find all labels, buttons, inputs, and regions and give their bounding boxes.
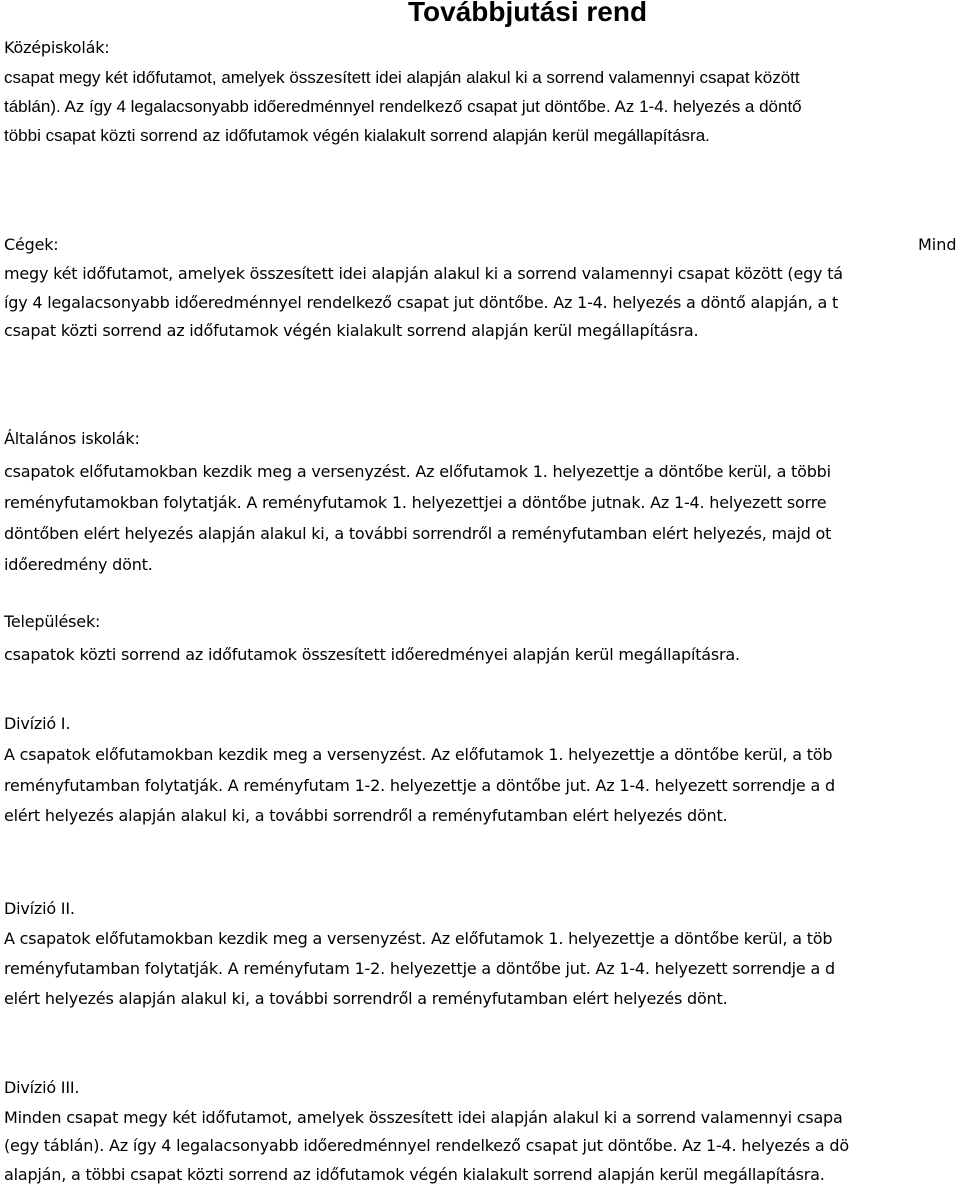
section-heading-altalanos: Általános iskolák:: [4, 429, 140, 448]
paragraph-line: csapatok előfutamokban kezdik meg a versenyzést. Az előfutamok 1. helyezettje a döntőbe kerül, a többi: [4, 462, 831, 481]
section-heading-divizio-3: Divízió III.: [4, 1078, 80, 1097]
section-heading-divizio-1: Divízió I.: [4, 714, 71, 733]
paragraph-line: A csapatok előfutamokban kezdik meg a versenyzést. Az előfutamok 1. helyezettje a döntőbe kerül, a töb: [4, 929, 833, 948]
paragraph-line: reményfutamban folytatják. A reményfutam 1-2. helyezettje a döntőbe jut. Az 1-4. helyezett sorrendje a d: [4, 959, 835, 978]
paragraph-line: elért helyezés alapján alakul ki, a további sorrendről a reményfutamban elért helyezés dönt.: [4, 989, 728, 1008]
paragraph-line: csapatok közti sorrend az időfutamok összesített időeredményei alapján kerül megállapításra.: [4, 645, 740, 664]
paragraph-line: Minden csapat megy két időfutamot, amelyek összesített idei alapján alakul ki a sorrend valamennyi csapa: [4, 1108, 843, 1127]
paragraph-line: táblán). Az így 4 legalacsonyabb időeredménnyel rendelkező csapat jut döntőbe. Az 1-4. helyezés a döntő: [4, 97, 802, 116]
section-heading-cegek: Cégek:: [4, 235, 59, 254]
paragraph-line: reményfutamokban folytatják. A reményfutamok 1. helyezettjei a döntőbe jutnak. Az 1-4. helyezett sorre: [4, 493, 827, 512]
section-heading-telepulesek: Települések:: [4, 612, 101, 631]
paragraph-line: megy két időfutamot, amelyek összesített idei alapján alakul ki a sorrend valamennyi csapat között (egy tá: [4, 264, 843, 283]
section-heading-kozepiskolak: Középiskolák:: [4, 38, 110, 57]
section-heading-divizio-2: Divízió II.: [4, 899, 75, 918]
page-title: Továbbjutási rend: [408, 0, 648, 27]
paragraph-line: csapat közti sorrend az időfutamok végén kialakult sorrend alapján kerül megállapításra.: [4, 321, 699, 340]
paragraph-line: (egy táblán). Az így 4 legalacsonyabb időeredménnyel rendelkező csapat jut döntőbe. Az 1-4. helyezés a dö: [4, 1136, 849, 1155]
paragraph-line: többi csapat közti sorrend az időfutamok végén kialakult sorrend alapján kerül megállapításra.: [4, 126, 710, 145]
paragraph-line: reményfutamban folytatják. A reményfutam 1-2. helyezettje a döntőbe jut. Az 1-4. helyezett sorrendje a d: [4, 776, 835, 795]
paragraph-line: időeredmény dönt.: [4, 555, 153, 574]
paragraph-line: döntőben elért helyezés alapján alakul ki, a további sorrendről a reményfutamban elért helyezés, majd ot: [4, 524, 832, 543]
paragraph-line: csapat megy két időfutamot, amelyek összesített idei alapján alakul ki a sorrend valamennyi csapat között: [4, 68, 800, 87]
paragraph-line: elért helyezés alapján alakul ki, a további sorrendről a reményfutamban elért helyezés dönt.: [4, 806, 728, 825]
paragraph-line: így 4 legalacsonyabb időeredménnyel rendelkező csapat jut döntőbe. Az 1-4. helyezés a döntő alapján, a t: [4, 293, 839, 312]
paragraph-line: alapján, a többi csapat közti sorrend az időfutamok végén kialakult sorrend alapján kerül megállapításra.: [4, 1165, 825, 1184]
paragraph-line: A csapatok előfutamokban kezdik meg a versenyzést. Az előfutamok 1. helyezettje a döntőbe kerül, a töb: [4, 745, 833, 764]
paragraph-fragment: Mind: [918, 235, 957, 254]
